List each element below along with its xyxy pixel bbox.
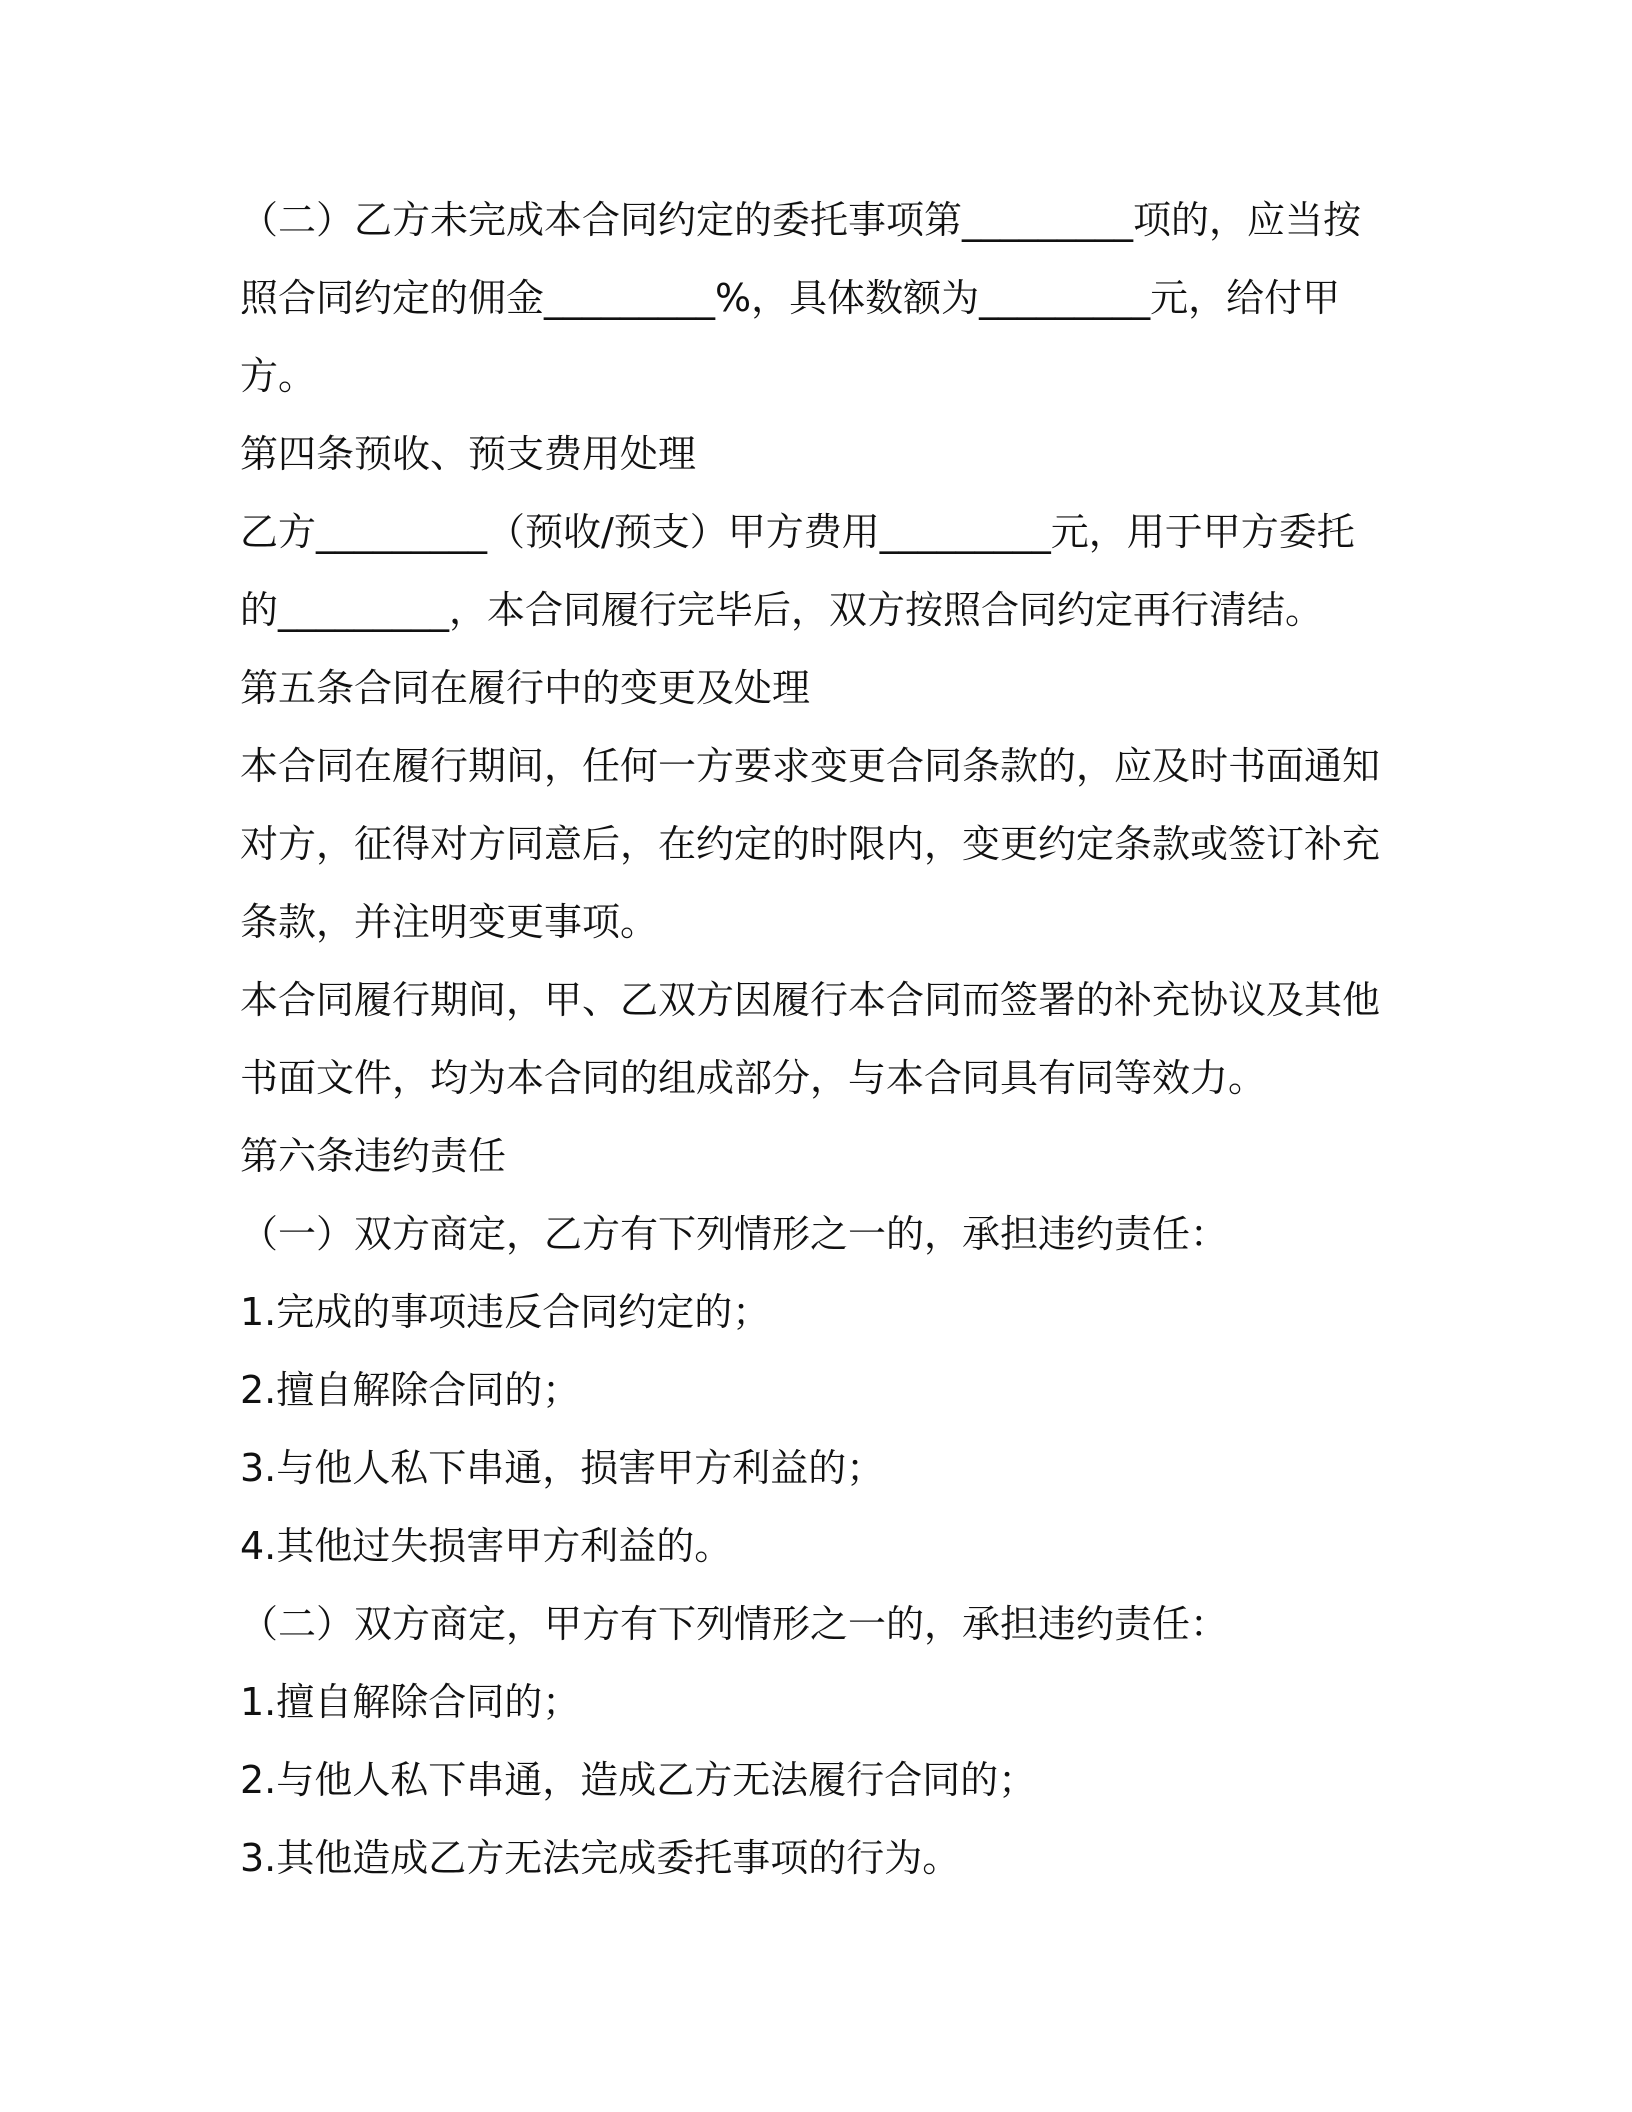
- article-5-para-1-line-3: 条款，并注明变更事项。: [240, 900, 659, 944]
- article-6-clause-1: （一）双方商定，乙方有下列情形之一的，承担违约责任：: [240, 1212, 1229, 1256]
- article-6-clause-1-item-4: 4.其他过失损害甲方利益的。: [240, 1524, 733, 1568]
- clause-3-2-line-3: 方。: [240, 354, 317, 398]
- article-4-line-2: 的_________，本合同履行完毕后，双方按照合同约定再行清结。: [240, 588, 1324, 632]
- article-5-para-1-line-2: 对方，征得对方同意后，在约定的时限内，变更约定条款或签订补充: [240, 822, 1381, 866]
- article-6-clause-1-item-1: 1.完成的事项违反合同约定的；: [240, 1290, 771, 1334]
- article-4-heading: 第四条预收、预支费用处理: [240, 432, 697, 476]
- article-5-para-2-line-1: 本合同履行期间，甲、乙双方因履行本合同而签署的补充协议及其他: [240, 978, 1381, 1022]
- article-5-heading: 第五条合同在履行中的变更及处理: [240, 666, 811, 710]
- article-4-line-1: 乙方_________（预收/预支）甲方费用_________元，用于甲方委托: [240, 510, 1355, 554]
- article-5-para-2-line-2: 书面文件，均为本合同的组成部分，与本合同具有同等效力。: [240, 1056, 1267, 1100]
- article-5-para-1-line-1: 本合同在履行期间，任何一方要求变更合同条款的，应及时书面通知: [240, 744, 1381, 788]
- document-body: [240, 188, 1380, 1904]
- clause-3-2-line-1: （二）乙方未完成本合同约定的委托事项第_________项的，应当按: [240, 198, 1362, 242]
- article-6-clause-2: （二）双方商定，甲方有下列情形之一的，承担违约责任：: [240, 1602, 1229, 1646]
- article-6-clause-1-item-2: 2.擅自解除合同的；: [240, 1368, 581, 1412]
- clause-3-2-line-2: 照合同约定的佣金_________%，具体数额为_________元，给付甲: [240, 276, 1341, 320]
- article-6-clause-2-item-3: 3.其他造成乙方无法完成委托事项的行为。: [240, 1836, 961, 1880]
- article-6-clause-2-item-1: 1.擅自解除合同的；: [240, 1680, 581, 1724]
- article-6-clause-2-item-2: 2.与他人私下串通，造成乙方无法履行合同的；: [240, 1758, 1037, 1802]
- article-6-clause-1-item-3: 3.与他人私下串通，损害甲方利益的；: [240, 1446, 885, 1490]
- article-6-heading: 第六条违约责任: [240, 1134, 507, 1178]
